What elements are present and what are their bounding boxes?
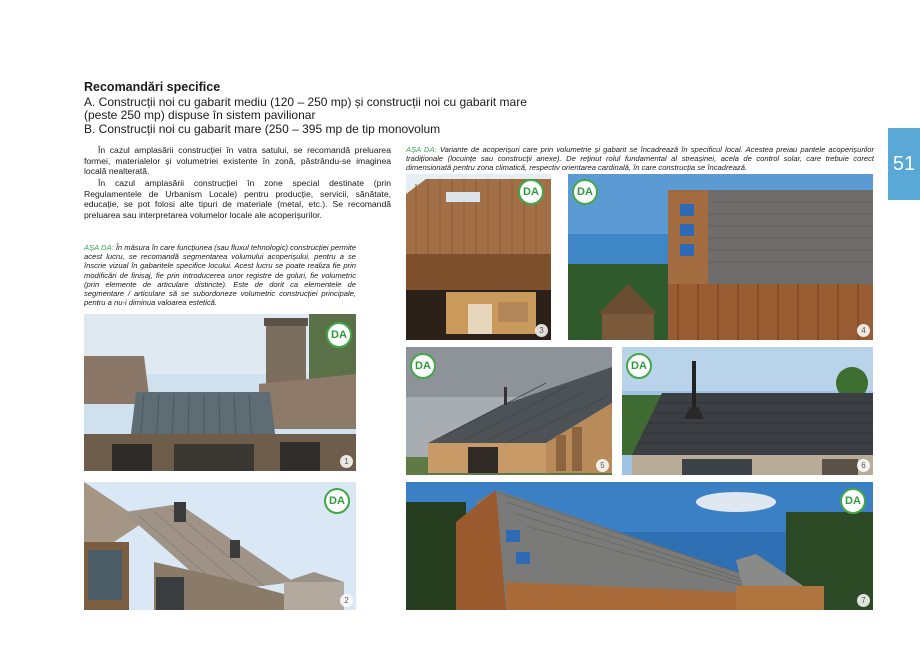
approved-badge: DA: [410, 353, 436, 379]
photo-1: [84, 314, 356, 471]
photo-number: 1: [340, 455, 353, 468]
approved-badge: DA: [518, 179, 544, 205]
left-note-text: În măsura în care funcțiunea (sau fluxul tehnologic) construcției permite acest lucru, se recomandă segmentarea volumului acoperișului, pentru a se înscrie vizual în gabaritele specifice locului. Acest lucru se poate realiza fie prin modificări de finisaj, fie prin introducerea unor registre de goluri, fie volumetric (prin elemente de articulare distincte). Este de dorit ca elementele de segmentare / articulare să se subordoneze volumetric construcției principale, pentru a nu-i diminua valoarea estetică.: [84, 243, 356, 308]
photo-number: 3: [535, 324, 548, 337]
subtitle-a-line1: A. Construcții noi cu gabarit mediu (120 – 250 mp) și construcții noi cu gabarit mare: [84, 95, 527, 109]
photo-number: 4: [857, 324, 870, 337]
photo-number: 7: [857, 594, 870, 607]
photo-4: [568, 174, 873, 340]
right-note-label: AȘA DA:: [406, 145, 437, 154]
photo-number: 6: [857, 459, 870, 472]
photo-7: [406, 482, 873, 610]
body-paragraph-1: În cazul amplasării construcției în vatra satului, se recomandă preluarea formei, materialelor și volumetriei existente în zonă, păstrându-se imaginea locală nealterată.: [84, 145, 391, 177]
subtitle-b: B. Construcții noi cu gabarit mare (250 – 395 mp de tip monovolum: [84, 122, 441, 136]
body-paragraph-2: În cazul amplasării construcției în zone special destinate (prin Regulamentele de Urbanism Locale) pentru producție, servicii, sănătate, educație, se pot folosi alte tipuri de materiale (metal, etc.). Se recomandă preluarea sau interpretarea volumelor locale ale acoperișurilor.: [84, 178, 391, 220]
approved-badge: DA: [326, 322, 352, 348]
subtitle-a-line2: (peste 250 mp) dispuse în sistem pavilionar: [84, 108, 316, 122]
left-note-label: AȘA DA:: [84, 243, 114, 252]
page-number-tab: [888, 128, 920, 200]
photo-number: 5: [596, 459, 609, 472]
approved-badge: DA: [626, 353, 652, 379]
right-note: [406, 145, 874, 173]
approved-badge: DA: [324, 488, 350, 514]
photo-2: [84, 482, 356, 610]
left-note: [84, 243, 356, 307]
section-title: Recomandări specifice: [84, 80, 221, 94]
page-number: 51: [892, 152, 916, 175]
photo-5: [406, 347, 612, 475]
approved-badge: DA: [572, 179, 598, 205]
photo-6: [622, 347, 873, 475]
photo-3: [406, 174, 551, 340]
photo-number: 2: [340, 594, 353, 607]
right-note-text: Variante de acoperișuri care prin volumetrie și gabarit se încadrează în specificul local. Acestea preiau pantele acoperișurilor tradiționale (locuințe sau construcții anexe). De reținut rolul fundamental al streașinei, acela de control solar, care trebuie corect dimensionată pentru zona climatică, respectiv orientarea cardinală, în care construcția se încadrează.: [406, 145, 874, 173]
approved-badge: DA: [840, 488, 866, 514]
